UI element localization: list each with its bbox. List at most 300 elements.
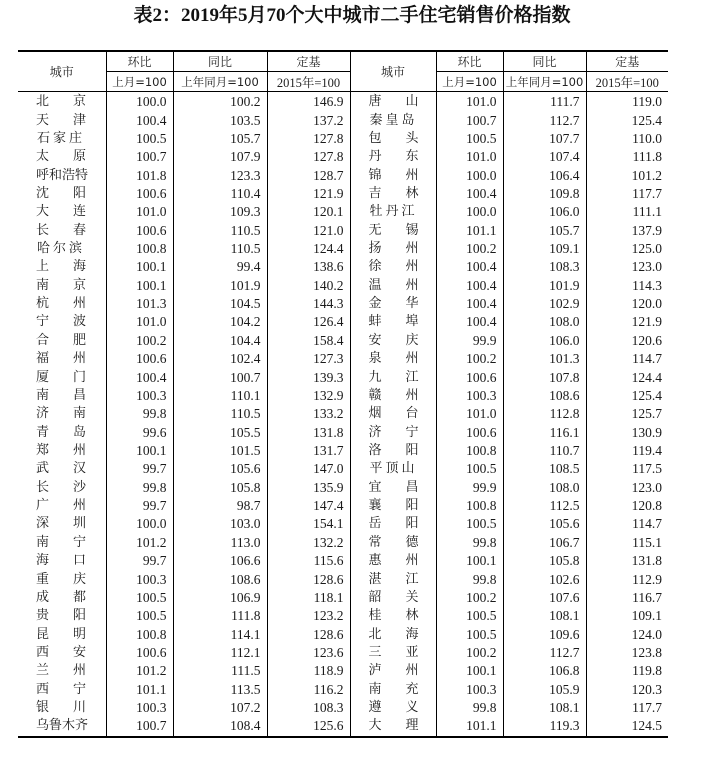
base-value-left: 126.4 xyxy=(267,313,350,331)
yoy-value-right: 107.6 xyxy=(503,589,586,607)
mom-value-left: 100.7 xyxy=(106,717,173,736)
city-char: 常 xyxy=(368,534,382,550)
city-char: 唐 xyxy=(368,94,382,110)
city-char: 吉 xyxy=(368,185,382,201)
yoy-value-left: 110.5 xyxy=(173,405,267,423)
city-char: 阳 xyxy=(72,185,86,201)
base-value-right: 114.7 xyxy=(586,350,668,368)
city-name-left xyxy=(18,166,106,184)
city-char: 原 xyxy=(72,149,86,165)
mom-value-right: 101.1 xyxy=(436,717,503,736)
yoy-value-right: 109.8 xyxy=(503,185,586,203)
city-name-left xyxy=(18,699,106,717)
city-char: 遵 xyxy=(368,700,382,716)
city-label xyxy=(36,534,86,552)
mom-value-left: 100.0 xyxy=(106,92,173,112)
city-name-left xyxy=(18,240,106,258)
city-char: 京 xyxy=(72,277,86,293)
mom-value-right: 99.9 xyxy=(436,332,503,350)
city-char: 泉 xyxy=(368,351,382,367)
city-char: 庆 xyxy=(72,571,86,587)
city-char: 温 xyxy=(368,277,382,293)
city-label xyxy=(36,644,86,662)
mom-value-left: 100.5 xyxy=(106,589,173,607)
yoy-value-left: 105.7 xyxy=(173,130,267,148)
yoy-value-left: 111.5 xyxy=(173,662,267,680)
city-char: 埠 xyxy=(405,314,419,330)
header-yoy-sub-left: 上年同月=100 xyxy=(173,72,267,92)
city-char: 波 xyxy=(72,314,86,330)
city-name-left xyxy=(18,295,106,313)
header-yoy-left: 同比 xyxy=(173,51,267,72)
base-value-left: 140.2 xyxy=(267,277,350,295)
city-name-left xyxy=(18,92,106,112)
mom-value-left: 101.3 xyxy=(106,295,173,313)
city-label xyxy=(369,93,419,111)
city-label xyxy=(36,350,86,368)
city-name-right xyxy=(350,148,436,166)
city-char: 九 xyxy=(368,369,382,385)
header-row-secondary xyxy=(18,72,668,92)
city-char: 济 xyxy=(368,424,382,440)
city-name-right xyxy=(350,497,436,515)
city-char: 肥 xyxy=(72,332,86,348)
yoy-value-left: 100.2 xyxy=(173,92,267,112)
yoy-value-right: 109.1 xyxy=(503,240,586,258)
city-name-left xyxy=(18,313,106,331)
city-char: 惠 xyxy=(368,553,382,569)
mom-value-left: 100.6 xyxy=(106,350,173,368)
yoy-value-right: 107.7 xyxy=(503,130,586,148)
city-char: 贵 xyxy=(36,608,50,624)
table-row xyxy=(18,350,668,368)
header-base-right: 定基 xyxy=(586,51,668,72)
city-char: 阳 xyxy=(405,443,419,458)
yoy-value-right: 112.8 xyxy=(503,405,586,423)
mom-value-left: 100.0 xyxy=(106,515,173,533)
city-char: 昌 xyxy=(405,479,419,495)
city-char: 州 xyxy=(72,443,86,458)
city-char: 津 xyxy=(72,112,86,128)
city-label: 秦皇岛 xyxy=(369,112,418,128)
city-label xyxy=(369,130,419,148)
yoy-value-right: 112.7 xyxy=(503,111,586,129)
city-name-right xyxy=(350,295,436,313)
city-label xyxy=(369,589,419,607)
mom-value-right: 100.3 xyxy=(436,681,503,699)
yoy-value-left: 103.5 xyxy=(173,111,267,129)
base-value-left: 128.7 xyxy=(267,166,350,184)
city-label xyxy=(36,442,86,460)
base-value-left: 131.8 xyxy=(267,423,350,441)
city-name-left xyxy=(18,423,106,441)
city-label xyxy=(369,662,419,680)
header-yoy-sub-right: 上年同月=100 xyxy=(503,72,586,92)
mom-value-left: 99.7 xyxy=(106,497,173,515)
header-row-primary xyxy=(18,51,668,72)
base-value-left: 158.4 xyxy=(267,332,350,350)
mom-value-right: 99.8 xyxy=(436,699,503,717)
city-char: 锡 xyxy=(405,222,419,238)
yoy-value-right: 106.7 xyxy=(503,534,586,552)
city-name-right xyxy=(350,717,436,736)
city-name-right xyxy=(350,423,436,441)
city-name-left xyxy=(18,222,106,240)
city-char: 州 xyxy=(405,167,419,183)
city-label xyxy=(36,258,86,276)
city-label xyxy=(36,93,86,111)
table-row xyxy=(18,166,668,184)
city-char: 阳 xyxy=(405,516,419,532)
base-value-left: 127.8 xyxy=(267,148,350,166)
mom-value-left: 99.8 xyxy=(106,479,173,497)
mom-value-left: 99.6 xyxy=(106,423,173,441)
table-title: 表2：2019年5月70个大中城市二手住宅销售价格指数 xyxy=(133,5,571,26)
city-label xyxy=(36,387,86,405)
base-value-right: 117.7 xyxy=(586,185,668,203)
table-row xyxy=(18,589,668,607)
city-char: 北 xyxy=(368,626,382,642)
city-char: 包 xyxy=(368,130,382,146)
city-char: 江 xyxy=(405,369,419,385)
city-char: 汉 xyxy=(72,461,86,477)
header-base-sub-right: 2015年=100 xyxy=(586,72,668,92)
yoy-value-right: 102.6 xyxy=(503,570,586,588)
city-char: 锦 xyxy=(368,167,382,183)
city-name-right xyxy=(350,387,436,405)
city-label xyxy=(36,460,86,478)
city-char: 重 xyxy=(36,571,50,587)
mom-value-right: 100.2 xyxy=(436,350,503,368)
city-label xyxy=(36,313,86,331)
city-char: 厦 xyxy=(36,369,50,385)
base-value-left: 120.1 xyxy=(267,203,350,221)
city-char: 兰 xyxy=(36,663,50,679)
city-label xyxy=(36,497,86,515)
yoy-value-right: 105.7 xyxy=(503,222,586,240)
mom-value-left: 100.4 xyxy=(106,368,173,386)
city-char: 蚌 xyxy=(368,314,382,330)
yoy-value-right: 106.4 xyxy=(503,166,586,184)
yoy-value-right: 108.5 xyxy=(503,460,586,478)
city-char: 州 xyxy=(405,259,419,275)
city-label xyxy=(369,167,419,185)
city-char: 山 xyxy=(405,94,419,110)
city-char: 烟 xyxy=(368,406,382,422)
yoy-value-left: 106.6 xyxy=(173,552,267,570)
city-label: 牡丹江 xyxy=(369,204,418,220)
city-name-right xyxy=(350,644,436,662)
yoy-value-right: 101.3 xyxy=(503,350,586,368)
city-char: 武 xyxy=(36,461,50,477)
base-value-left: 116.2 xyxy=(267,681,350,699)
city-label xyxy=(369,497,419,515)
city-label xyxy=(36,148,86,166)
city-label xyxy=(36,479,86,497)
yoy-value-left: 103.0 xyxy=(173,515,267,533)
mom-value-left: 100.1 xyxy=(106,258,173,276)
base-value-right: 125.4 xyxy=(586,111,668,129)
yoy-value-left: 101.9 xyxy=(173,277,267,295)
city-label xyxy=(369,185,419,203)
mom-value-left: 100.1 xyxy=(106,277,173,295)
city-char: 西 xyxy=(36,681,50,697)
yoy-value-left: 102.4 xyxy=(173,350,267,368)
city-char: 林 xyxy=(405,608,419,624)
table-row xyxy=(18,185,668,203)
city-label xyxy=(369,515,419,533)
city-char: 宜 xyxy=(368,479,382,495)
city-char: 青 xyxy=(36,424,50,440)
yoy-value-right: 107.4 xyxy=(503,148,586,166)
city-char: 济 xyxy=(36,406,50,422)
city-name-right xyxy=(350,460,436,478)
city-name-right xyxy=(350,570,436,588)
mom-value-right: 100.5 xyxy=(436,130,503,148)
base-value-right: 124.5 xyxy=(586,717,668,736)
table-row xyxy=(18,203,668,221)
mom-value-right: 100.6 xyxy=(436,423,503,441)
city-char: 州 xyxy=(72,498,86,514)
city-name-left xyxy=(18,644,106,662)
city-label xyxy=(36,552,86,570)
city-name-right xyxy=(350,515,436,533)
yoy-value-right: 108.1 xyxy=(503,607,586,625)
city-name-left xyxy=(18,111,106,129)
base-value-left: 118.1 xyxy=(267,589,350,607)
city-name-right xyxy=(350,699,436,717)
yoy-value-right: 108.0 xyxy=(503,313,586,331)
city-name-right xyxy=(350,662,436,680)
mom-value-left: 100.7 xyxy=(106,148,173,166)
base-value-right: 101.2 xyxy=(586,166,668,184)
base-value-right: 115.1 xyxy=(586,534,668,552)
base-value-right: 119.4 xyxy=(586,442,668,460)
mom-value-left: 100.8 xyxy=(106,240,173,258)
city-char: 韶 xyxy=(368,589,382,605)
yoy-value-left: 111.8 xyxy=(173,607,267,625)
city-char: 京 xyxy=(72,94,86,110)
city-char: 无 xyxy=(368,222,382,238)
city-label xyxy=(36,222,86,240)
table-row xyxy=(18,148,668,166)
yoy-value-left: 112.1 xyxy=(173,644,267,662)
base-value-right: 121.9 xyxy=(586,313,668,331)
city-label xyxy=(369,222,419,240)
city-label xyxy=(369,277,419,295)
yoy-value-left: 110.5 xyxy=(173,240,267,258)
yoy-value-left: 106.9 xyxy=(173,589,267,607)
yoy-value-right: 111.7 xyxy=(503,92,586,112)
city-label xyxy=(369,479,419,497)
base-value-right: 123.8 xyxy=(586,644,668,662)
base-value-right: 109.1 xyxy=(586,607,668,625)
city-name-right xyxy=(350,607,436,625)
city-name-right xyxy=(350,185,436,203)
mom-value-right: 100.4 xyxy=(436,277,503,295)
table-row xyxy=(18,313,668,331)
mom-value-right: 100.1 xyxy=(436,552,503,570)
city-char: 大 xyxy=(36,204,50,220)
mom-value-right: 100.1 xyxy=(436,662,503,680)
city-char: 合 xyxy=(36,332,50,348)
city-label xyxy=(369,405,419,423)
base-value-left: 115.6 xyxy=(267,552,350,570)
base-value-right: 125.0 xyxy=(586,240,668,258)
base-value-left: 123.6 xyxy=(267,644,350,662)
city-name-left xyxy=(18,185,106,203)
mom-value-left: 100.6 xyxy=(106,222,173,240)
base-value-right: 125.4 xyxy=(586,387,668,405)
city-name-left xyxy=(18,497,106,515)
base-value-right: 117.5 xyxy=(586,460,668,478)
table-row xyxy=(18,662,668,680)
city-char: 连 xyxy=(72,204,86,220)
table-row xyxy=(18,258,668,276)
yoy-value-left: 113.0 xyxy=(173,534,267,552)
city-char: 关 xyxy=(405,589,419,605)
city-char: 南 xyxy=(36,277,50,293)
mom-value-left: 100.6 xyxy=(106,644,173,662)
yoy-value-right: 108.3 xyxy=(503,258,586,276)
city-char: 丹 xyxy=(368,149,382,165)
city-char: 安 xyxy=(368,332,382,348)
yoy-value-right: 108.0 xyxy=(503,479,586,497)
city-char: 成 xyxy=(36,589,50,605)
mom-value-right: 100.8 xyxy=(436,442,503,460)
mom-value-right: 100.5 xyxy=(436,625,503,643)
yoy-value-right: 106.0 xyxy=(503,203,586,221)
yoy-value-left: 104.5 xyxy=(173,295,267,313)
city-label xyxy=(36,295,86,313)
city-char: 阳 xyxy=(72,608,86,624)
yoy-value-right: 119.3 xyxy=(503,717,586,736)
mom-value-right: 100.4 xyxy=(436,313,503,331)
mom-value-right: 101.0 xyxy=(436,92,503,112)
base-value-right: 111.1 xyxy=(586,203,668,221)
city-char: 洛 xyxy=(368,443,382,458)
city-char: 头 xyxy=(405,130,419,146)
mom-value-left: 100.3 xyxy=(106,387,173,405)
city-name-right xyxy=(350,350,436,368)
city-label xyxy=(369,369,419,387)
yoy-value-right: 108.1 xyxy=(503,699,586,717)
table-body xyxy=(18,92,668,737)
city-char: 东 xyxy=(405,149,419,165)
table-row xyxy=(18,552,668,570)
city-char: 州 xyxy=(72,351,86,367)
base-value-right: 131.8 xyxy=(586,552,668,570)
city-label xyxy=(369,717,419,735)
city-char: 州 xyxy=(72,663,86,679)
city-char: 太 xyxy=(36,149,50,165)
city-name-left xyxy=(18,589,106,607)
city-name-right xyxy=(350,313,436,331)
base-value-left: 147.0 xyxy=(267,460,350,478)
city-char: 北 xyxy=(36,94,50,110)
city-char: 金 xyxy=(368,296,382,312)
yoy-value-left: 110.1 xyxy=(173,387,267,405)
table-row xyxy=(18,699,668,717)
base-value-left: 108.3 xyxy=(267,699,350,717)
city-char: 沙 xyxy=(72,479,86,495)
price-index-table xyxy=(18,50,668,738)
city-label xyxy=(36,332,86,350)
table-row xyxy=(18,534,668,552)
city-char: 宁 xyxy=(405,424,419,440)
city-name-right xyxy=(350,625,436,643)
city-char: 圳 xyxy=(72,516,86,532)
yoy-value-right: 112.5 xyxy=(503,497,586,515)
mom-value-left: 100.8 xyxy=(106,625,173,643)
yoy-value-right: 108.6 xyxy=(503,387,586,405)
yoy-value-left: 105.5 xyxy=(173,423,267,441)
city-name-left xyxy=(18,534,106,552)
city-char: 长 xyxy=(36,222,50,238)
city-name-left xyxy=(18,515,106,533)
base-value-right: 124.0 xyxy=(586,625,668,643)
table-row xyxy=(18,240,668,258)
table-row xyxy=(18,405,668,423)
city-label xyxy=(369,571,419,589)
city-char: 长 xyxy=(36,479,50,495)
table-row xyxy=(18,607,668,625)
city-label xyxy=(369,626,419,644)
base-value-left: 121.9 xyxy=(267,185,350,203)
yoy-value-left: 101.5 xyxy=(173,442,267,460)
yoy-value-left: 110.4 xyxy=(173,185,267,203)
city-char: 州 xyxy=(405,241,419,257)
city-label xyxy=(36,369,86,387)
city-name-left xyxy=(18,460,106,478)
base-value-right: 123.0 xyxy=(586,258,668,276)
city-label xyxy=(36,112,86,130)
city-char: 德 xyxy=(405,534,419,550)
city-char: 襄 xyxy=(368,498,382,514)
city-label xyxy=(369,350,419,368)
city-char: 明 xyxy=(72,626,86,642)
city-label xyxy=(369,534,419,552)
city-label xyxy=(36,424,86,442)
city-label xyxy=(369,148,419,166)
yoy-value-right: 102.9 xyxy=(503,295,586,313)
city-char: 昆 xyxy=(36,626,50,642)
city-label xyxy=(36,589,86,607)
base-value-left: 125.6 xyxy=(267,717,350,736)
base-value-left: 128.6 xyxy=(267,570,350,588)
mom-value-left: 100.2 xyxy=(106,332,173,350)
mom-value-left: 99.7 xyxy=(106,552,173,570)
base-value-left: 135.9 xyxy=(267,479,350,497)
city-name-right xyxy=(350,589,436,607)
city-char: 州 xyxy=(72,296,86,312)
city-char: 宁 xyxy=(72,681,86,697)
city-char: 阳 xyxy=(405,498,419,514)
city-label xyxy=(36,515,86,533)
base-value-right: 120.8 xyxy=(586,497,668,515)
city-char: 南 xyxy=(72,406,86,422)
city-label xyxy=(36,277,86,295)
city-label: 呼和浩特 xyxy=(36,167,89,183)
mom-value-left: 100.3 xyxy=(106,570,173,588)
mom-value-left: 101.8 xyxy=(106,166,173,184)
city-label xyxy=(36,607,86,625)
base-value-right: 120.6 xyxy=(586,332,668,350)
yoy-value-left: 108.4 xyxy=(173,717,267,736)
city-char: 上 xyxy=(36,259,50,275)
base-value-left: 118.9 xyxy=(267,662,350,680)
city-char: 安 xyxy=(72,644,86,660)
